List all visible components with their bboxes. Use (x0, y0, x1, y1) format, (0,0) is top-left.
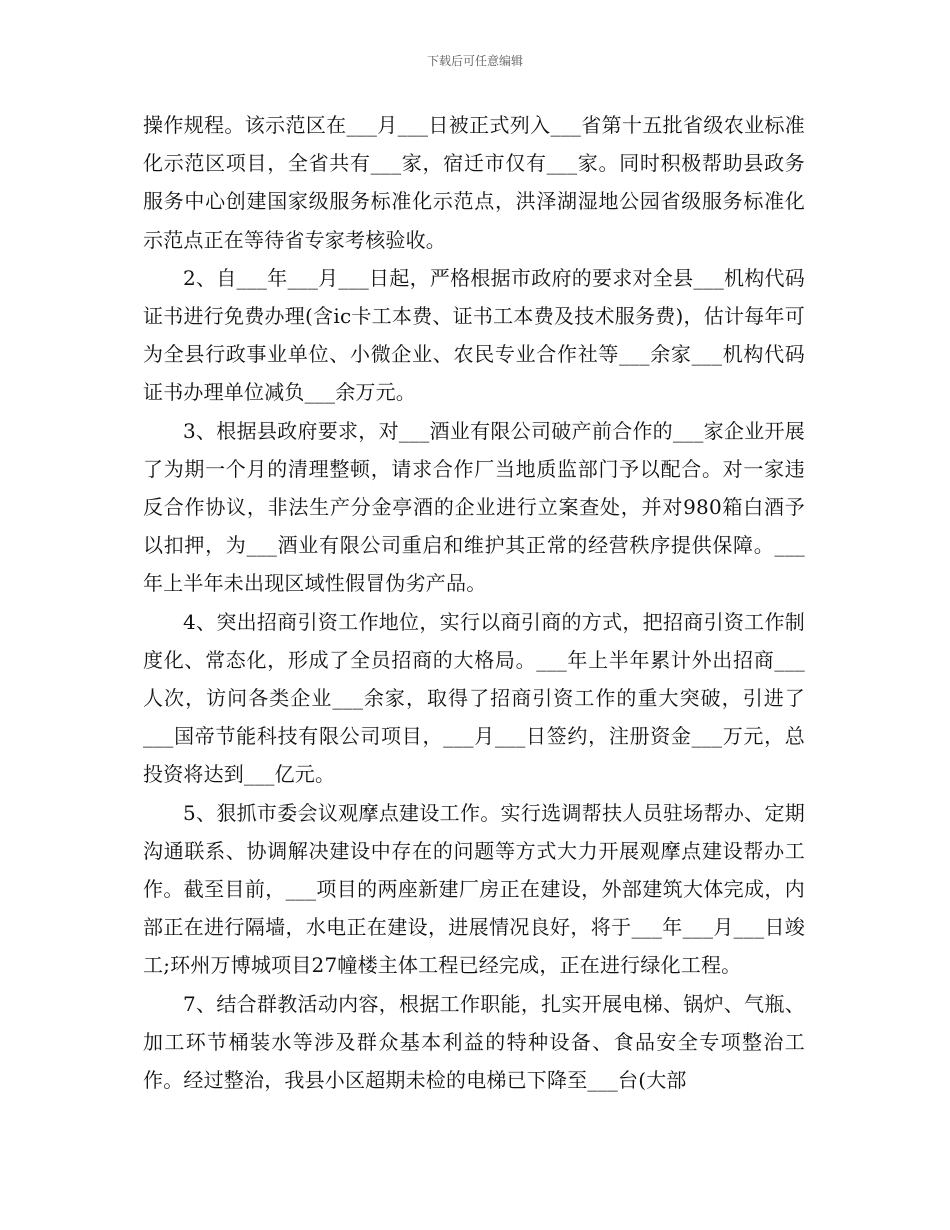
paragraph-item-7: 7、结合群教活动内容，根据工作职能，扎实开展电梯、锅炉、气瓶、加工环节桶装水等涉及群众基本利益的特种设备、食品安全专项整治工作。经过整治，我县小区超期未检的电梯已下降至___台(大部 (143, 991, 805, 1093)
page-header-note: 下载后可任意编辑 (426, 54, 523, 68)
paragraph-item-2: 2、自___年___月___日起，严格根据市政府的要求对全县___机构代码证书进行免费办理(含ic卡工本费、证书工本费及技术服务费)，估计每年可为全县行政事业单位、小微企业、农民专业合作社等___余家___机构代码证书办理单位减负___余万元。 (143, 265, 805, 405)
paragraph-item-3: 3、根据县政府要求，对___酒业有限公司破产前合作的___家企业开展了为期一个月的清理整顿，请求合作厂当地质监部门予以配合。对一家违反合作协议，非法生产分金亭酒的企业进行立案查处，并对980箱白酒予以扣押，为___酒业有限公司重启和维护其正常的经营秩序提供保障。___年上半年未出现区域性假冒伪劣产品。 (143, 418, 805, 596)
paragraph-item-5: 5、狠抓市委会议观摩点建设工作。实行选调帮扶人员驻场帮办、定期沟通联系、协调解决建设中存在的问题等方式大力开展观摩点建设帮办工作。截至目前，___项目的两座新建厂房正在建设，外部建筑大体完成，内部正在进行隔墙，水电正在建设，进展情况良好，将于___年___月___日竣工;环州万博城项目27幢楼主体工程已经完成，正在进行绿化工程。 (143, 800, 805, 978)
document-body (143, 106, 805, 1099)
paragraph-item-4: 4、突出招商引资工作地位，实行以商引商的方式，把招商引资工作制度化、常态化，形成了全员招商的大格局。___年上半年累计外出招商___人次，访问各类企业___余家，取得了招商引资工作的重大突破，引进了___国帝节能科技有限公司项目，___月___日签约，注册资金___万元，总投资将达到___亿元。 (143, 609, 805, 787)
paragraph-continued: 操作规程。该示范区在___月___日被正式列入___省第十五批省级农业标准化示范区项目，全省共有___家，宿迁市仅有___家。同时积极帮助县政务服务中心创建国家级服务标准化示范点，洪泽湖湿地公园省级服务标准化示范点正在等待省专家考核验收。 (143, 113, 805, 252)
